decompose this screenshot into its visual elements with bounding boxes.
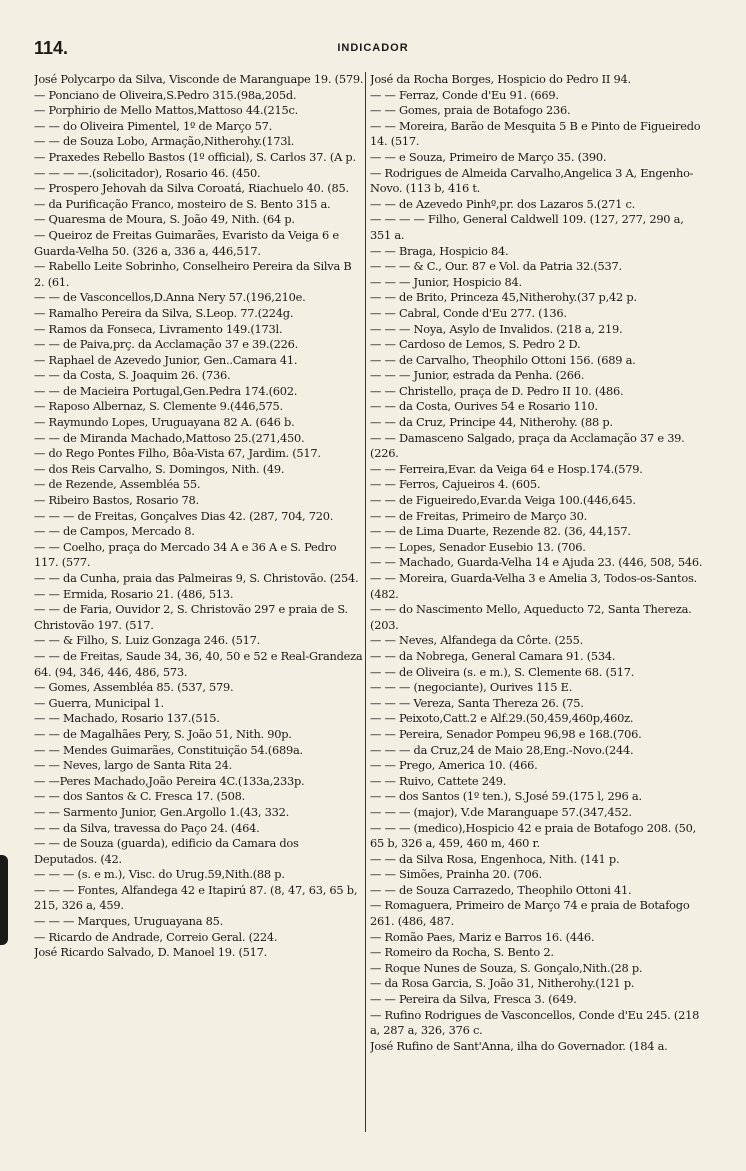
directory-entry: — — — Junior, estrada da Penha. (266.	[370, 368, 585, 383]
directory-entry: — — Pereira, Senador Pompeu 96,98 e 168.(706.	[370, 726, 642, 741]
directory-entry: — Quaresma de Moura, S. João 49, Nith. (64 p.	[34, 212, 295, 227]
directory-entry: — — de Vasconcellos,D.Anna Nery 57.(196,210e.	[34, 290, 306, 305]
directory-entry: — — de Paiva,prç. da Acclamação 37 e 39.(226.	[34, 337, 298, 352]
directory-entry: — Ribeiro Bastos, Rosario 78.	[34, 493, 199, 508]
directory-entry: — — de Souza Carrazedo, Theophilo Ottoni 41.	[370, 882, 632, 897]
directory-entry: — Romão Paes, Mariz e Barros 16. (446.	[370, 929, 595, 944]
directory-entry: — — do Nascimento Mello, Aqueducto 72, Santa Thereza. (203.	[370, 602, 692, 632]
directory-entry: — — Machado, Guarda-Velha 14 e Ajuda 23. (446, 508, 546.	[370, 555, 703, 570]
directory-entry: — Roque Nunes de Souza, S. Gonçalo,Nith.(28 p.	[370, 960, 643, 975]
directory-entry: — — — Fontes, Alfandega 42 e Itapirú 87. (8, 47, 63, 65 b, 215, 326 a, 459.	[34, 882, 358, 913]
directory-entry: José Rufino de Sant'Anna, ilha do Governador. (184 a.	[370, 1038, 668, 1053]
directory-entry: — — de Lima Duarte, Rezende 82. (36, 44,157.	[370, 524, 631, 539]
directory-entry: — — Moreira, Barão de Mesquita 5 B e Pinto de Figueiredo 14. (517.	[370, 118, 701, 149]
directory-entry: — — de Carvalho, Theophilo Ottoni 156. (689 a.	[370, 352, 636, 367]
directory-entry: — dos Reis Carvalho, S. Domingos, Nith. (49.	[34, 461, 285, 476]
directory-entry: — — de Azevedo Pinhº,pr. dos Lazaros 5.(271 c.	[370, 196, 635, 211]
directory-entry: — — — —.(solicitador), Rosario 46. (450.	[34, 165, 261, 180]
directory-entry: — — — de Freitas, Gonçalves Dias 42. (287, 704, 720.	[34, 508, 334, 523]
directory-entry: — — Coelho, praça do Mercado 34 A e 36 A e S. Pedro 117. (577.	[34, 539, 337, 570]
directory-entry: — — da Nobrega, General Camara 91. (534.	[370, 648, 616, 663]
directory-entry: — — — Vereza, Santa Thereza 26. (75.	[370, 695, 584, 710]
directory-entry: — — Simões, Prainha 20. (706.	[370, 867, 542, 882]
directory-entry: — — Moreira, Guarda-Velha 3 e Amelia 3, Todos-os-Santos. (482.	[370, 571, 697, 601]
directory-entry: — —Peres Machado,João Pereira 4C.(133a,233p.	[34, 773, 305, 788]
directory-entry: — Gomes, Assembléa 85. (537, 579.	[34, 680, 234, 695]
directory-entry: — — de Freitas, Primeiro de Março 30.	[370, 508, 587, 523]
directory-entry: — — — (negociante), Ourives 115 E.	[370, 680, 573, 695]
directory-entry: — — Ruivo, Cattete 249.	[370, 773, 507, 788]
directory-entry: — — Christello, praça de D. Pedro II 10. (486.	[370, 383, 624, 398]
directory-entry: — Rodrigues de Almeida Carvalho,Angelica 3 A, Engenho-Novo. (113 b, 416 t.	[370, 165, 694, 196]
left-column	[34, 72, 364, 1152]
directory-entry: — — — Noya, Asylo de Invalidos. (218 a, 219.	[370, 321, 623, 336]
directory-entry: — — Cabral, Conde d'Eu 277. (136.	[370, 305, 567, 320]
directory-entry: — — — Junior, Hospicio 84.	[370, 274, 522, 289]
directory-entry: — Porphirio de Mello Mattos,Mattoso 44.(215c.	[34, 103, 298, 118]
directory-entry: — — de Figueiredo,Evar.da Veiga 100.(446,645.	[370, 493, 636, 508]
directory-entry: — — — & C., Our. 87 e Vol. da Patria 32.(537.	[370, 259, 622, 274]
page-number: 114.	[34, 38, 69, 58]
directory-entry: — — Ferros, Cajueiros 4. (605.	[370, 477, 541, 492]
directory-entry: José da Rocha Borges, Hospicio do Pedro II 94.	[370, 72, 631, 86]
directory-entry: — — de Souza Lobo, Armação,Nitherohy.(173l.	[34, 134, 294, 149]
directory-entry: — — dos Santos (1º ten.), S.José 59.(175 l, 296 a.	[370, 789, 642, 804]
directory-entry: — — do Oliveira Pimentel, 1º de Março 57.	[34, 118, 272, 133]
directory-entry: — — — (s. e m.), Visc. do Urug.59,Nith.(88 p.	[34, 867, 285, 882]
directory-entry: — — da Cunha, praia das Palmeiras 9, S. Christovão. (254.	[34, 571, 359, 585]
directory-entry: — Raymundo Lopes, Uruguayana 82 A. (646 b.	[34, 415, 295, 430]
directory-entry: — Ponciano de Oliveira,S.Pedro 315.(98a,205d.	[34, 87, 297, 102]
directory-entry: — Guerra, Municipal 1.	[34, 695, 164, 710]
directory-entry: — — de Faria, Ouvidor 2, S. Christovão 297 e praia de S. Christovão 197. (517.	[34, 602, 348, 632]
directory-entry: — Raposo Albernaz, S. Clemente 9.(446,575.	[34, 399, 283, 414]
directory-entry: — Rufino Rodrigues de Vasconcellos, Conde d'Eu 245. (218 a, 287 a, 326, 376 c.	[370, 1007, 700, 1038]
directory-entry: — — — da Cruz,24 de Maio 28,Eng.-Novo.(244.	[370, 742, 634, 757]
directory-entry: José Ricardo Salvado, D. Manoel 19. (517.	[34, 945, 268, 960]
directory-entry: — — da Silva, travessa do Paço 24. (464.	[34, 820, 260, 835]
directory-entry: — — Neves, Alfandega da Côrte. (255.	[370, 633, 584, 648]
directory-entry: — Ramos da Fonseca, Livramento 149.(173l.	[34, 321, 283, 336]
directory-entry: — — e Souza, Primeiro de Março 35. (390.	[370, 149, 607, 164]
directory-entry: — — dos Santos & C. Fresca 17. (508.	[34, 789, 246, 804]
directory-entry: — — Lopes, Senador Eusebio 13. (706.	[370, 539, 586, 554]
directory-entry: — — da Cruz, Principe 44, Nitherohy. (88 p.	[370, 415, 613, 430]
directory-entry: — — Pereira da Silva, Fresca 3. (649.	[370, 992, 577, 1007]
directory-entry: — — Gomes, praia de Botafogo 236.	[370, 103, 571, 118]
directory-entry: — de Rezende, Assembléa 55.	[34, 477, 201, 492]
directory-entry: — — Mendes Guimarães, Constituição 54.(689a.	[34, 742, 303, 757]
directory-entry: — da Purificação Franco, mosteiro de S. Bento 315 a.	[34, 196, 331, 211]
directory-entry: — da Rosa Garcia, S. João 31, Nitherohy.(121 p.	[370, 976, 635, 991]
directory-entry: — — Sarmento Junior, Gen.Argollo 1.(43, 332.	[34, 804, 289, 819]
directory-entry: — — Prego, America 10. (466.	[370, 758, 538, 773]
directory-entry: — — da Costa, Ourives 54 e Rosario 110.	[370, 399, 598, 414]
directory-entry: — — de Magalhães Pery, S. João 51, Nith. 90p.	[34, 726, 292, 741]
directory-entry: — Rabello Leite Sobrinho, Conselheiro Pereira da Silva B 2. (61.	[34, 259, 352, 289]
column-divider	[365, 72, 366, 1132]
directory-entry: — — & Filho, S. Luiz Gonzaga 246. (517.	[34, 633, 261, 648]
directory-entry: — Praxedes Rebello Bastos (1º official), S. Carlos 37. (A p.	[34, 149, 356, 164]
directory-entry: — — de Campos, Mercado 8.	[34, 524, 195, 539]
directory-entry: — — Peixoto,Catt.2 e Alf.29.(50,459,460p,460z.	[370, 711, 634, 726]
directory-entry: José Polycarpo da Silva, Visconde de Maranguape 19. (579.	[34, 72, 364, 86]
right-column	[370, 72, 704, 1152]
page-header	[0, 32, 746, 60]
directory-entry: — — de Oliveira (s. e m.), S. Clemente 68. (517.	[370, 664, 635, 679]
directory-entry: — Romaguera, Primeiro de Março 74 e praia de Botafogo 261. (486, 487.	[370, 898, 690, 929]
directory-entry: — Ramalho Pereira da Silva, S.Leop. 77.(224g.	[34, 305, 294, 320]
directory-entry: — — de Miranda Machado,Mattoso 25.(271,450.	[34, 430, 305, 445]
directory-entry: — — de Freitas, Saude 34, 36, 40, 50 e 52 e Real-Grandeza 64. (94, 346, 446, 486, 573.	[34, 648, 363, 679]
directory-entry: — Romeiro da Rocha, S. Bento 2.	[370, 945, 554, 960]
running-title: INDICADOR	[337, 42, 409, 54]
directory-entry: — — Damasceno Salgado, praça da Acclamação 37 e 39. (226.	[370, 430, 685, 461]
directory-entry: — — Neves, largo de Santa Rita 24.	[34, 758, 233, 773]
directory-entry: — — — (major), V.de Maranguape 57.(347,452.	[370, 804, 632, 819]
directory-entry: — — Ermida, Rosario 21. (486, 513.	[34, 586, 234, 601]
directory-entry: — — — Marques, Uruguayana 85.	[34, 914, 224, 929]
directory-entry: — — de Brito, Princeza 45,Nitherohy.(37 p,42 p.	[370, 290, 637, 305]
directory-entry: — Queiroz de Freitas Guimarães, Evaristo da Veiga 6 e Guarda-Velha 50. (326 a, 336 a, 446,517.	[34, 227, 339, 258]
directory-entry: — Ricardo de Andrade, Correio Geral. (224.	[34, 929, 278, 944]
directory-entry: — — Ferreira,Evar. da Veiga 64 e Hosp.174.(579.	[370, 461, 643, 476]
directory-entry: — — de Macieira Portugal,Gen.Pedra 174.(602.	[34, 383, 298, 398]
directory-entry: — — Machado, Rosario 137.(515.	[34, 711, 220, 726]
directory-entry: — — Braga, Hospicio 84.	[370, 243, 509, 258]
directory-entry: — — da Silva Rosa, Engenhoca, Nith. (141 p.	[370, 851, 620, 866]
page-edge-stain	[0, 855, 8, 945]
directory-entry: — — Ferraz, Conde d'Eu 91. (669.	[370, 87, 559, 102]
directory-entry: — — de Souza (guarda), edificio da Camara dos Deputados. (42.	[34, 836, 299, 866]
directory-entry: — — Cardoso de Lemos, S. Pedro 2 D.	[370, 337, 581, 352]
directory-entry: — do Rego Pontes Filho, Bôa-Vista 67, Jardim. (517.	[34, 446, 321, 461]
directory-entry: — — — (medico),Hospicio 42 e praia de Botafogo 208. (50, 65 b, 326 a, 459, 460 m, 460 r.	[370, 820, 697, 851]
directory-entry: — — — — Filho, General Caldwell 109. (127, 277, 290 a, 351 a.	[370, 212, 684, 242]
directory-entry: — Raphael de Azevedo Junior, Gen..Camara 41.	[34, 352, 298, 367]
directory-entry: — — da Costa, S. Joaquim 26. (736.	[34, 368, 231, 383]
directory-entry: — Prospero Jehovah da Silva Coroatá, Riachuelo 40. (85.	[34, 181, 349, 196]
